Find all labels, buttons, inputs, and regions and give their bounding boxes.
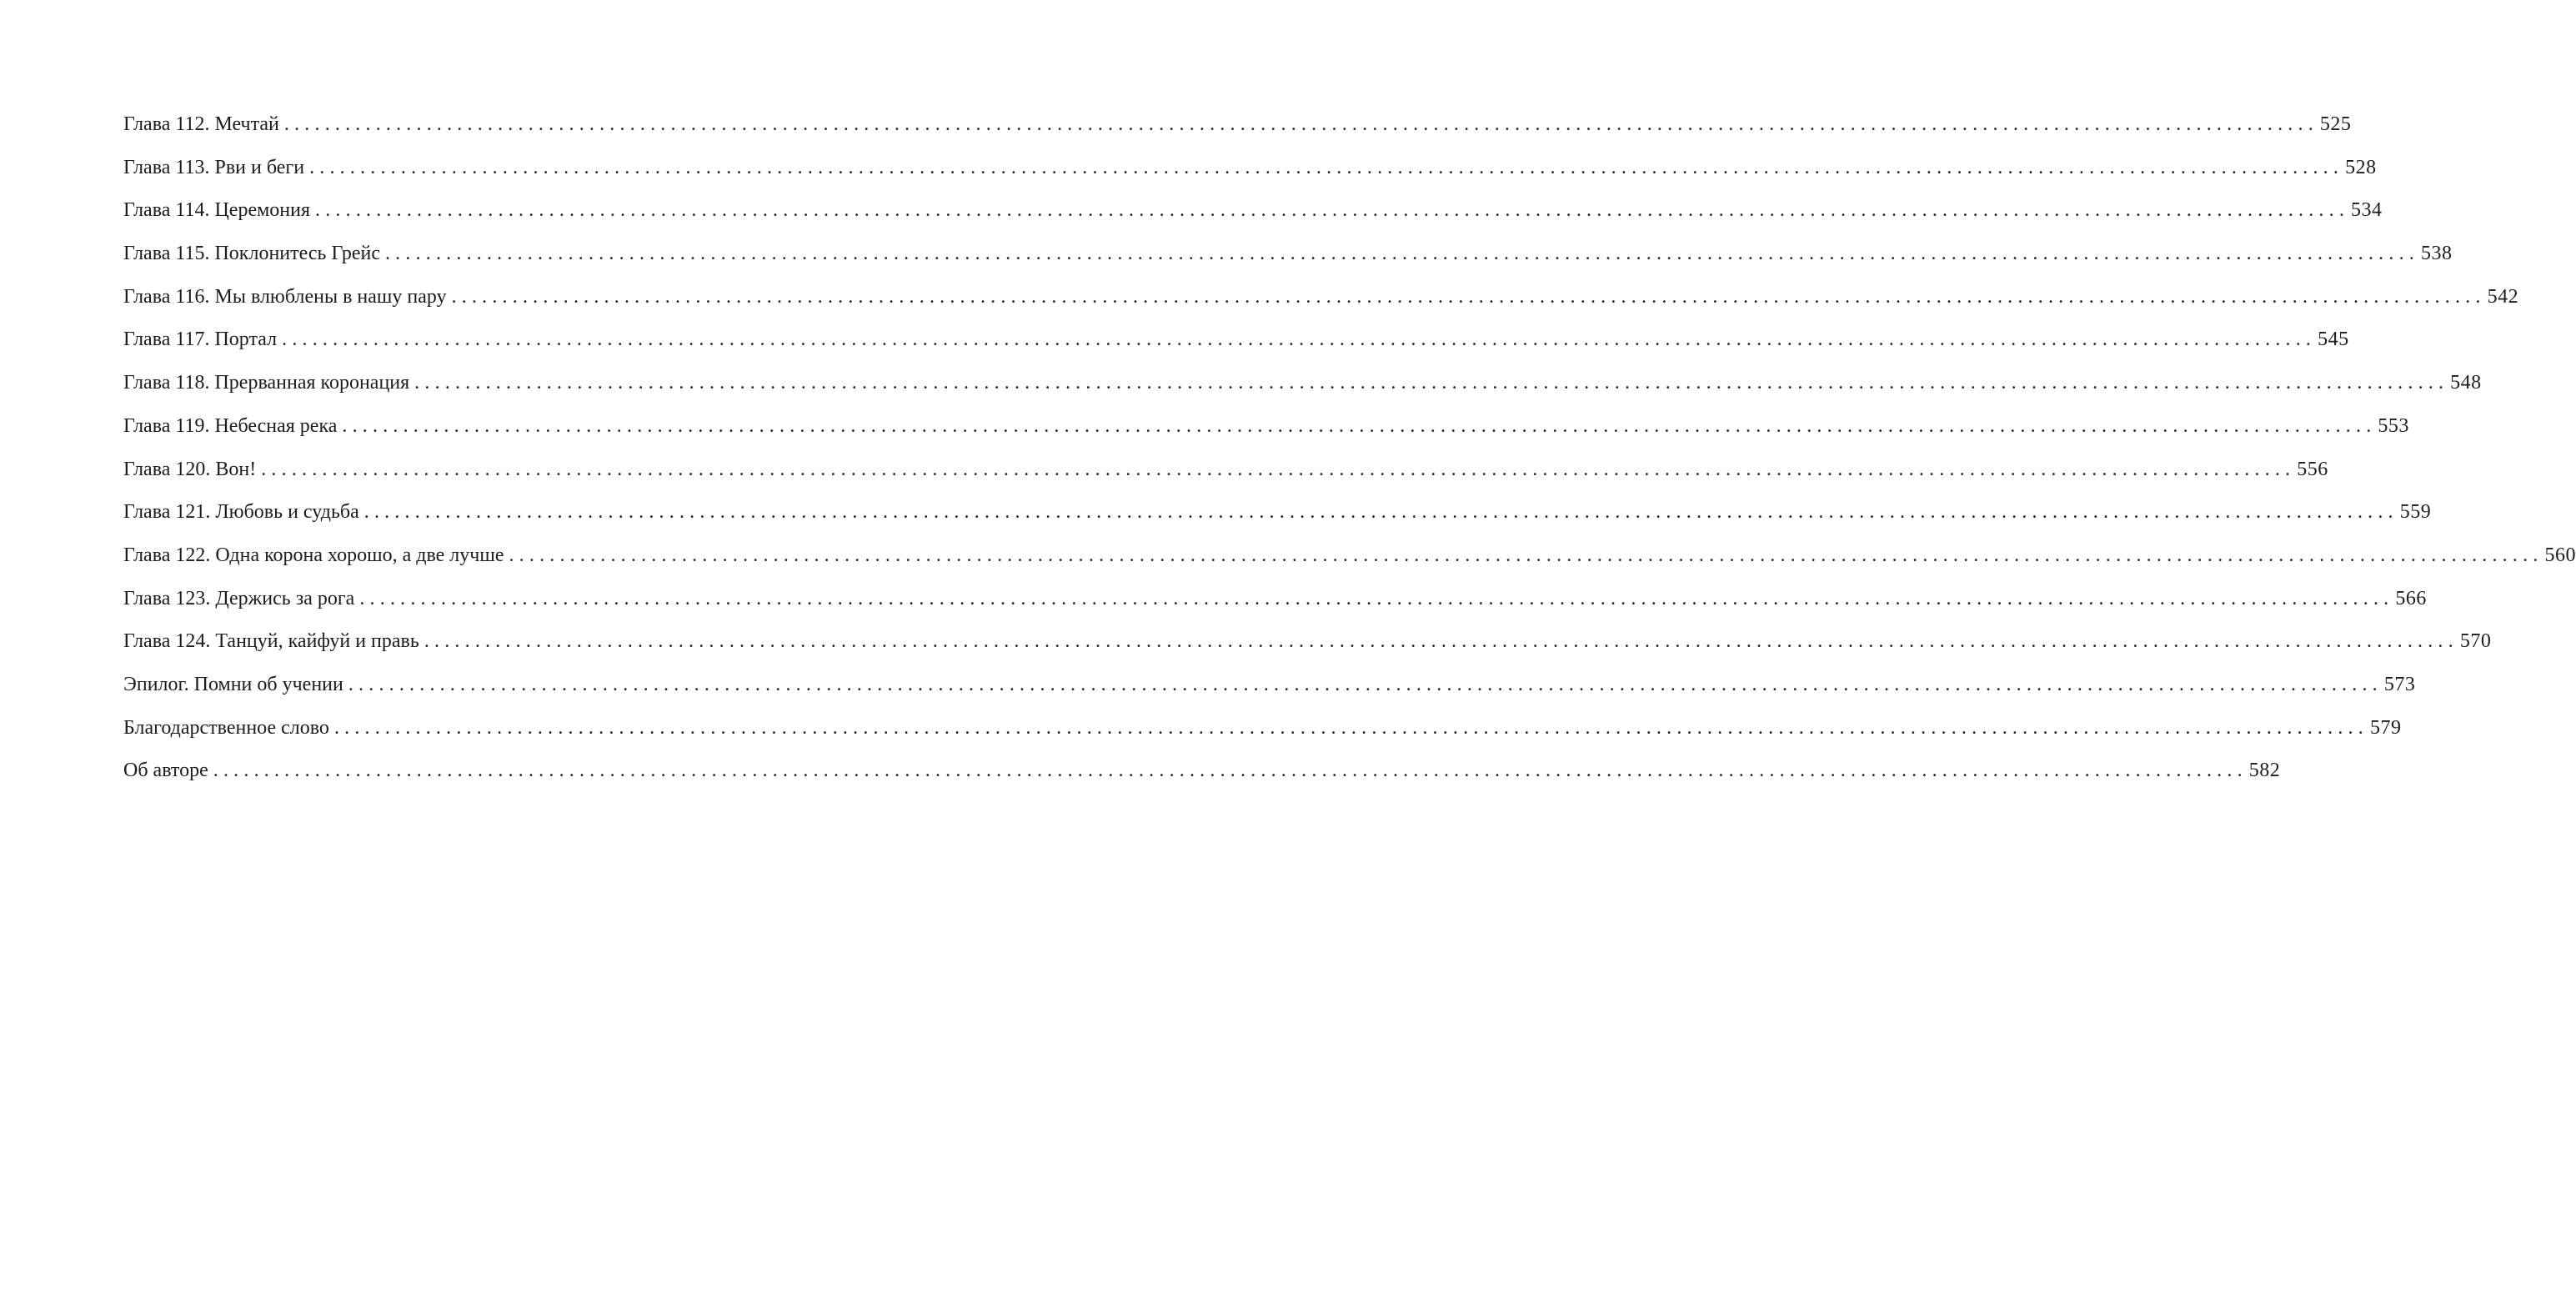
toc-entry-title: Глава 112. Мечтай — [123, 113, 279, 135]
toc-entry-page-number: 542 — [2487, 285, 2519, 308]
toc-entry — [123, 750, 2281, 793]
toc-entry — [123, 620, 2492, 664]
toc-entry-page-number: 538 — [2420, 243, 2453, 265]
dot-leader: ........................................................................................................................................................................................................ — [282, 329, 2317, 351]
toc-entry-title: Глава 121. Любовь и судьба — [123, 501, 359, 524]
dot-leader: ........................................................................................................................................................................................................ — [384, 243, 2419, 265]
toc-entry-page-number: 560 — [2544, 544, 2576, 566]
toc-entry — [123, 147, 2377, 190]
toc-entry-title: Благодарственное слово — [123, 716, 329, 739]
dot-leader: ........................................................................................................................................................................................................ — [309, 156, 2344, 178]
dot-leader: ........................................................................................................................................................................................................ — [348, 673, 2383, 695]
toc-entry-title: Глава 117. Портал — [123, 329, 278, 351]
toc-entry-title: Глава 116. Мы влюблены в нашу пару — [123, 285, 447, 308]
dot-leader: ........................................................................................................................................................................................................ — [423, 630, 2458, 653]
toc-entry-page-number: 548 — [2450, 372, 2482, 394]
toc-entry-page-number: 525 — [2319, 113, 2352, 135]
toc-entry-title: Глава 124. Танцуй, кайфуй и правь — [123, 630, 419, 653]
toc-entry — [123, 276, 2519, 319]
toc-entry — [123, 189, 2383, 233]
toc-entry — [123, 233, 2453, 276]
toc-entry-title: Об авторе — [123, 760, 208, 782]
toc-entry — [123, 534, 2576, 578]
dot-leader: ........................................................................................................................................................................................................ — [509, 544, 2543, 566]
dot-leader: ........................................................................................................................................................................................................ — [342, 414, 2377, 437]
toc-entry-title: Глава 123. Держись за рога — [123, 587, 355, 609]
dot-leader: ........................................................................................................................................................................................................ — [363, 501, 2398, 524]
toc-entry-title: Глава 120. Вон! — [123, 458, 257, 480]
toc-entry-title: Эпилог. Помни об учении — [123, 673, 343, 695]
toc-entry — [123, 405, 2409, 449]
toc-entry-page-number: 534 — [2351, 199, 2383, 222]
toc-entry — [123, 362, 2482, 405]
dot-leader: ........................................................................................................................................................................................................ — [315, 199, 2350, 222]
dot-leader: ........................................................................................................................................................................................................ — [283, 113, 2318, 135]
toc-entry — [123, 664, 2416, 707]
dot-leader: ........................................................................................................................................................................................................ — [261, 458, 2296, 480]
toc-entry-page-number: 545 — [2318, 329, 2349, 351]
toc-entry — [123, 707, 2402, 750]
toc-entry-page-number: 579 — [2369, 716, 2402, 739]
toc-entry — [123, 491, 2432, 534]
toc-entry-page-number: 556 — [2297, 458, 2328, 480]
toc-entry-page-number: 528 — [2345, 156, 2377, 178]
toc-entry-title: Глава 114. Церемония — [123, 199, 311, 222]
toc-entry — [123, 449, 2328, 492]
toc-entry-page-number: 566 — [2395, 587, 2427, 609]
toc-entry — [123, 103, 2352, 147]
toc-entry-title: Глава 115. Поклонитесь Грейс — [123, 243, 380, 265]
toc-entry-title: Глава 113. Рви и беги — [123, 156, 305, 178]
toc-entry-title: Глава 118. Прерванная коронация — [123, 372, 410, 394]
dot-leader: ........................................................................................................................................................................................................ — [451, 285, 2486, 308]
dot-leader: ........................................................................................................................................................................................................ — [333, 716, 2368, 739]
toc-entry — [123, 318, 2349, 362]
table-of-contents — [123, 103, 2576, 793]
toc-entry-page-number: 559 — [2399, 501, 2432, 524]
dot-leader: ........................................................................................................................................................................................................ — [414, 372, 2449, 394]
toc-entry-title: Глава 119. Небесная река — [123, 414, 338, 437]
dot-leader: ........................................................................................................................................................................................................ — [359, 587, 2394, 609]
dot-leader: ........................................................................................................................................................................................................ — [213, 760, 2248, 782]
toc-entry-page-number: 573 — [2383, 673, 2416, 695]
toc-entry-page-number: 570 — [2459, 630, 2492, 653]
toc-entry — [123, 578, 2427, 621]
toc-entry-page-number: 582 — [2248, 760, 2281, 782]
toc-entry-page-number: 553 — [2378, 414, 2409, 437]
toc-entry-title: Глава 122. Одна корона хорошо, а две лучше — [123, 544, 504, 566]
